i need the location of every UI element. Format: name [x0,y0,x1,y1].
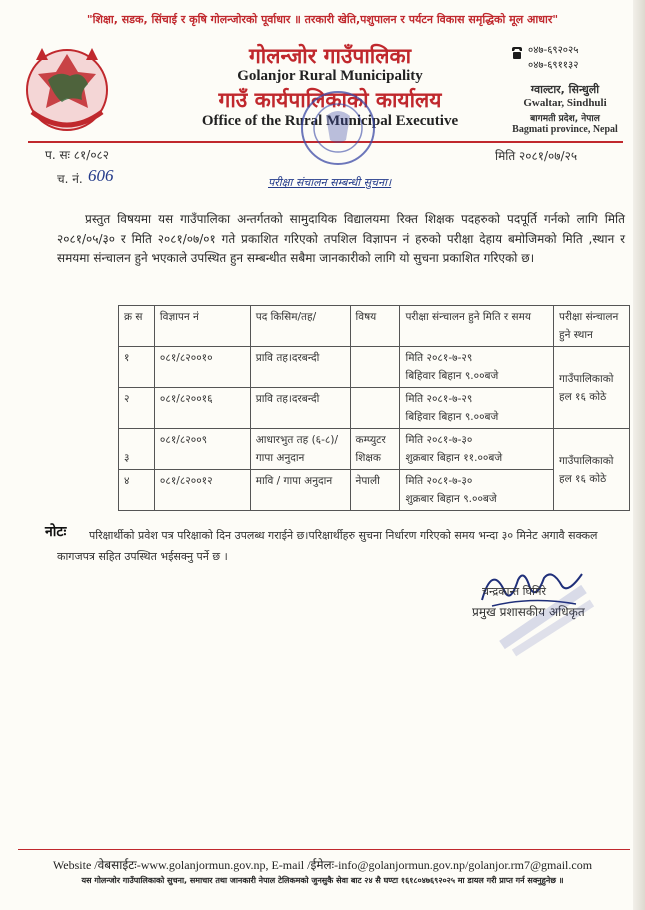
table-header-row [119,306,630,347]
footer-divider [18,849,630,850]
row-subject: कम्प्युटर शिक्षक [350,429,400,470]
row-time: बिहिवार बिहान ९.००बजे [405,370,499,382]
office-name-en: Office of the Rural Municipal Executive [201,113,459,129]
address-np: ग्वाल्टार, सिन्धुली [530,83,600,96]
row-venue: गाउँपालिकाको हल १६ कोठे [554,347,630,429]
row-date: मिति २०८१-७-३० [405,475,473,487]
row-sn: २ [119,388,155,429]
header-subject: विषय [350,306,400,347]
row-time: बिहिवार बिहान ९.००बजे [405,411,499,423]
header-venue: परीक्षा संन्चालन हुने स्थान [554,306,630,347]
note-label: नोटः [45,524,67,540]
note-text: परिक्षार्थीको प्रवेश पत्र परिक्षाको दिन उपलब्ध गराईने छ।परिक्षार्थीहरु सुचना निर्धारण गरिएको समय भन्दा ३० मिनेट अगावै सक्कल कागजपत्र सहित उपस्थित भईसक्नु पर्ने छ । [57,529,598,563]
notice-body: प्रस्तुत विषयमा यस गाउँपालिका अन्तर्गतको सामुदायिक विद्यालयमा रिक्त शिक्षक पदहरुको पदपूर्ति गर्नको लागि मिति २०८१/०५/३० र मिति २०८१/०७/०१ गते प्रकाशित गरिएको तपशिल विज्ञापन नं हरुको परीक्षा देहाय बमोजिमको मिति ,स्थान र समयमा संन्चालन हुने भएकाले उपस्थित हुन सम्बन्धीत सबैमा जानकारीको लागि यो सुचना प्रकाशित गरिएको छ। [57,212,625,266]
chalani-label: च. नं. [57,172,83,186]
row-date-time [400,388,554,429]
table-row [119,470,630,511]
row-sn: ३ [119,429,155,470]
address-en: Gwaltar, Sindhuli [523,97,607,109]
province-np: बागमती प्रदेश, नेपाल [530,114,600,124]
patra-sankhya: प. सः ८१/०८२ [45,148,110,162]
office-name-np: गाउँ कार्यपालिकाको कार्यालय [218,88,442,112]
header-ad-no: विज्ञापन नं [154,306,250,347]
row-post: प्रावि तह।दरबन्दी [250,388,350,429]
chalani-number: 606 [88,166,114,185]
row-ad-no: ०८१/८२००९ [154,429,250,470]
row-time: शुक्रबार बिहान ११.००बजे [405,452,503,464]
header-sn: क्र स [119,306,155,347]
slogan: "शिक्षा, सडक, सिंचाई र कृषि गोलन्जोरको पूर्वाधार ॥ तरकारी खेति,पशुपालन र पर्यटन विकास समृद्धिको मूल आधार" [86,13,559,26]
municipality-name-np: गोलन्जोर गाउँपालिका [248,44,412,68]
phone-number-2: ०४७-६९११३२ [528,60,579,71]
row-date: मिति २०८१-७-२९ [405,393,473,405]
header-date-time: परीक्षा संन्चालन हुने मिति र समय [400,306,554,347]
nepal-emblem-icon [18,40,116,136]
row-subject [350,347,400,388]
row-time: शुक्रबार बिहान ९.००बजे [405,493,497,505]
row-ad-no: ०८१/८२००१२ [154,470,250,511]
row-ad-no: ०८१/८२००१० [154,347,250,388]
signatory-name: चन्द्रकान्त घिमिरे [482,585,546,598]
row-post: प्रावि तह।दरबन्दी [250,347,350,388]
row-subject: नेपाली [350,470,400,511]
row-post: मावि / गापा अनुदान [250,470,350,511]
header-post: पद किसिम/तह/ [250,306,350,347]
phone-number-1: ०४७-६९२०२५ [528,45,579,56]
row-date: मिति २०८१-७-२९ [405,352,473,364]
row-post: आधारभुत तह (६-८)/ गापा अनुदान [250,429,350,470]
row-date: मिति २०८१-७-३० [405,434,473,446]
row-venue: गाउँपालिकाको हल १६ कोठे [554,429,630,511]
office-stamp-icon [296,86,380,170]
row-subject [350,388,400,429]
province-en: Bagmati province, Nepal [512,124,618,135]
phone-icon [510,46,524,60]
row-date-time [400,470,554,511]
signatory-stamp-icon [484,575,604,659]
exam-schedule-table [118,305,630,511]
table-row [119,429,630,470]
municipality-name-en: Golanjor Rural Municipality [237,68,423,84]
signatory-title: प्रमुख प्रशासकीय अधिकृत [472,605,585,619]
table-row [119,388,630,429]
footer-telecom-notice: यस गोलन्जोर गाउँपालिकाको सुचना, समाचार तथा जानकारी नेपाल टेलिकमको जुनसुकै सेवा बाट २४ सै घण्टा १६१८०४७६९२०२५ मा डायल गरी प्राप्त गर्न सक्नुहुनेछ ॥ [81,876,564,885]
letter-date: मिति २०८१/०७/२५ [495,149,578,163]
row-ad-no: ०८१/८२००१६ [154,388,250,429]
notice-subject: परीक्षा संचालन सम्बन्धी सुचना। [268,176,392,189]
row-sn: १ [119,347,155,388]
page-edge-shadow [633,0,645,910]
table-row [119,347,630,388]
footer-contact: Website /वेबसाईटः-www.golanjormun.gov.np, E-mail /ईमेलः-info@golanjormun.gov.np/golanjor.rm7@gmail.com [52,858,593,872]
row-date-time [400,347,554,388]
row-date-time [400,429,554,470]
row-sn: ४ [119,470,155,511]
